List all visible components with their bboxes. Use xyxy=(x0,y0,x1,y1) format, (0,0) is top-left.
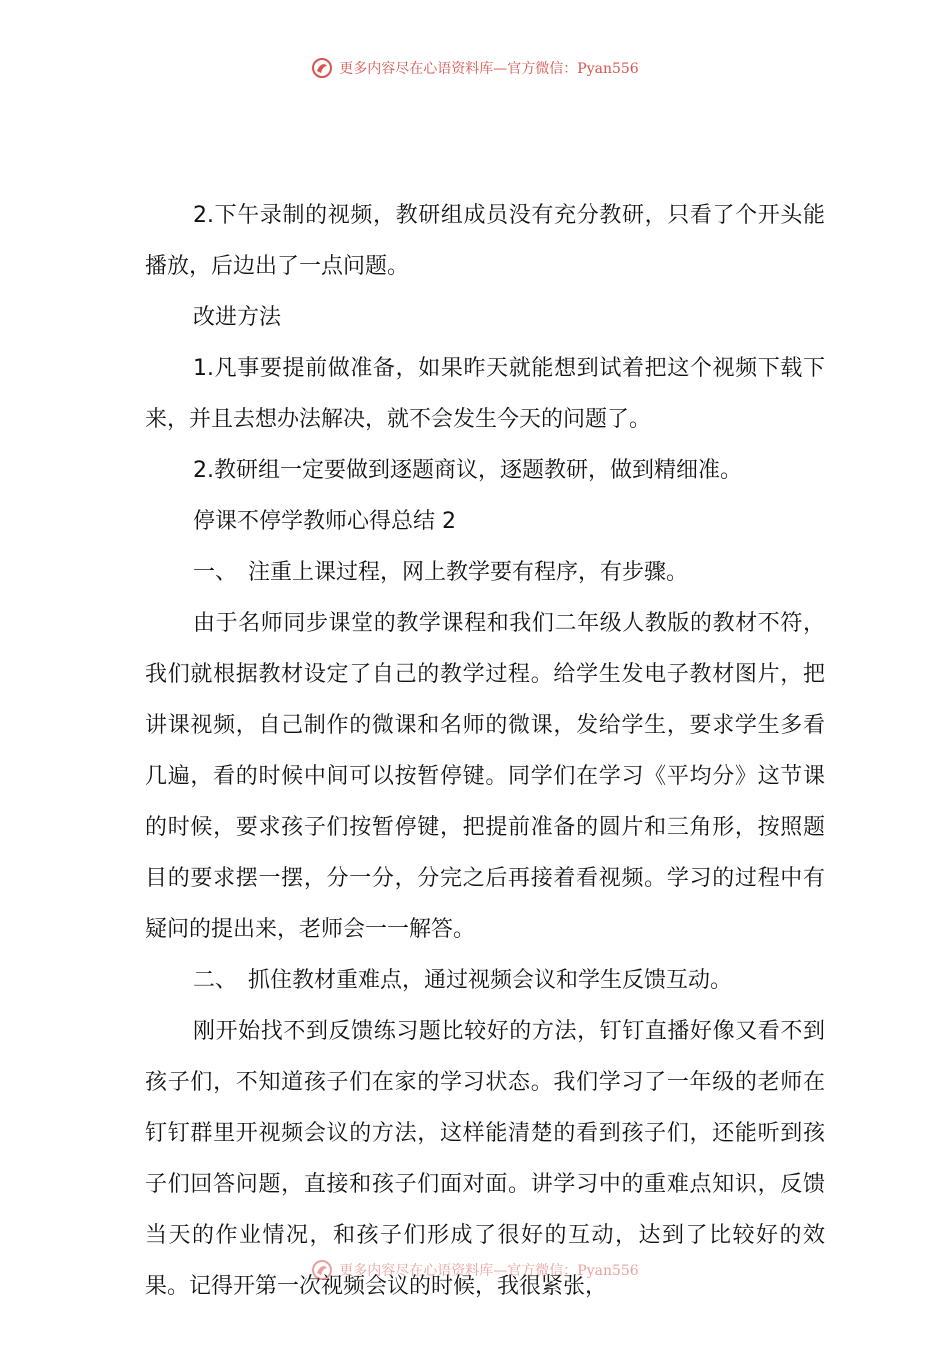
paragraph: 2.教研组一定要做到逐题商议，逐题教研，做到精细准。 xyxy=(193,458,742,483)
paragraph: 2.下午录制的视频，教研组成员没有充分教研，只看了个开头能播放，后边出了一点问题。 xyxy=(145,203,825,279)
paragraph: 由于名师同步课堂的教学课程和我们二年级人教版的教材不符，我们就根据教材设定了自己的教学过程。给学生发电子教材图片，把讲课视频，自己制作的微课和名师的微课，发给学生，要求学生多看几遍，看的时候中间可以按暂停键。同学们在学习《平均分》这节课的时候，要求孩子们按暂停键，把提前准备的圆片和三角形，按照题目的要求摆一摆，分一分，分完之后再接着看视频。学习的过程中有疑问的提出来，老师会一一解答。 xyxy=(145,611,825,942)
paragraph: 刚开始找不到反馈练习题比较好的方法，钉钉直播好像又看不到孩子们，不知道孩子们在家的学习状态。我们学习了一年级的老师在钉钉群里开视频会议的方法，这样能清楚的看到孩子们，还能听到孩子们回答问题，直接和孩子们面对面。讲学习中的重难点知识，反馈当天的作业情况，和孩子们形成了很好的互动，达到了比较好的效果。记得开第一次视频会议的时候，我很紧张， xyxy=(145,1019,825,1299)
section-heading: 一、 注重上课过程，网上教学要有程序，有步骤。 xyxy=(193,560,689,585)
logo-icon xyxy=(311,1259,333,1281)
watermark-footer xyxy=(0,1256,950,1284)
logo-icon xyxy=(311,57,333,79)
document-body xyxy=(145,190,825,1312)
document-title: 停课不停学教师心得总结 2 xyxy=(193,509,456,534)
watermark-text: 更多内容尽在心语资料库—官方微信：Pyan556 xyxy=(339,1263,639,1279)
section-heading: 二、 抓住教材重难点，通过视频会议和学生反馈互动。 xyxy=(193,968,733,993)
watermark-header xyxy=(0,54,950,82)
section-heading: 改进方法 xyxy=(193,305,282,330)
watermark-text: 更多内容尽在心语资料库—官方微信：Pyan556 xyxy=(339,61,639,77)
paragraph: 1.凡事要提前做准备，如果昨天就能想到试着把这个视频下载下来，并且去想办法解决，就不会发生今天的问题了。 xyxy=(145,356,825,432)
